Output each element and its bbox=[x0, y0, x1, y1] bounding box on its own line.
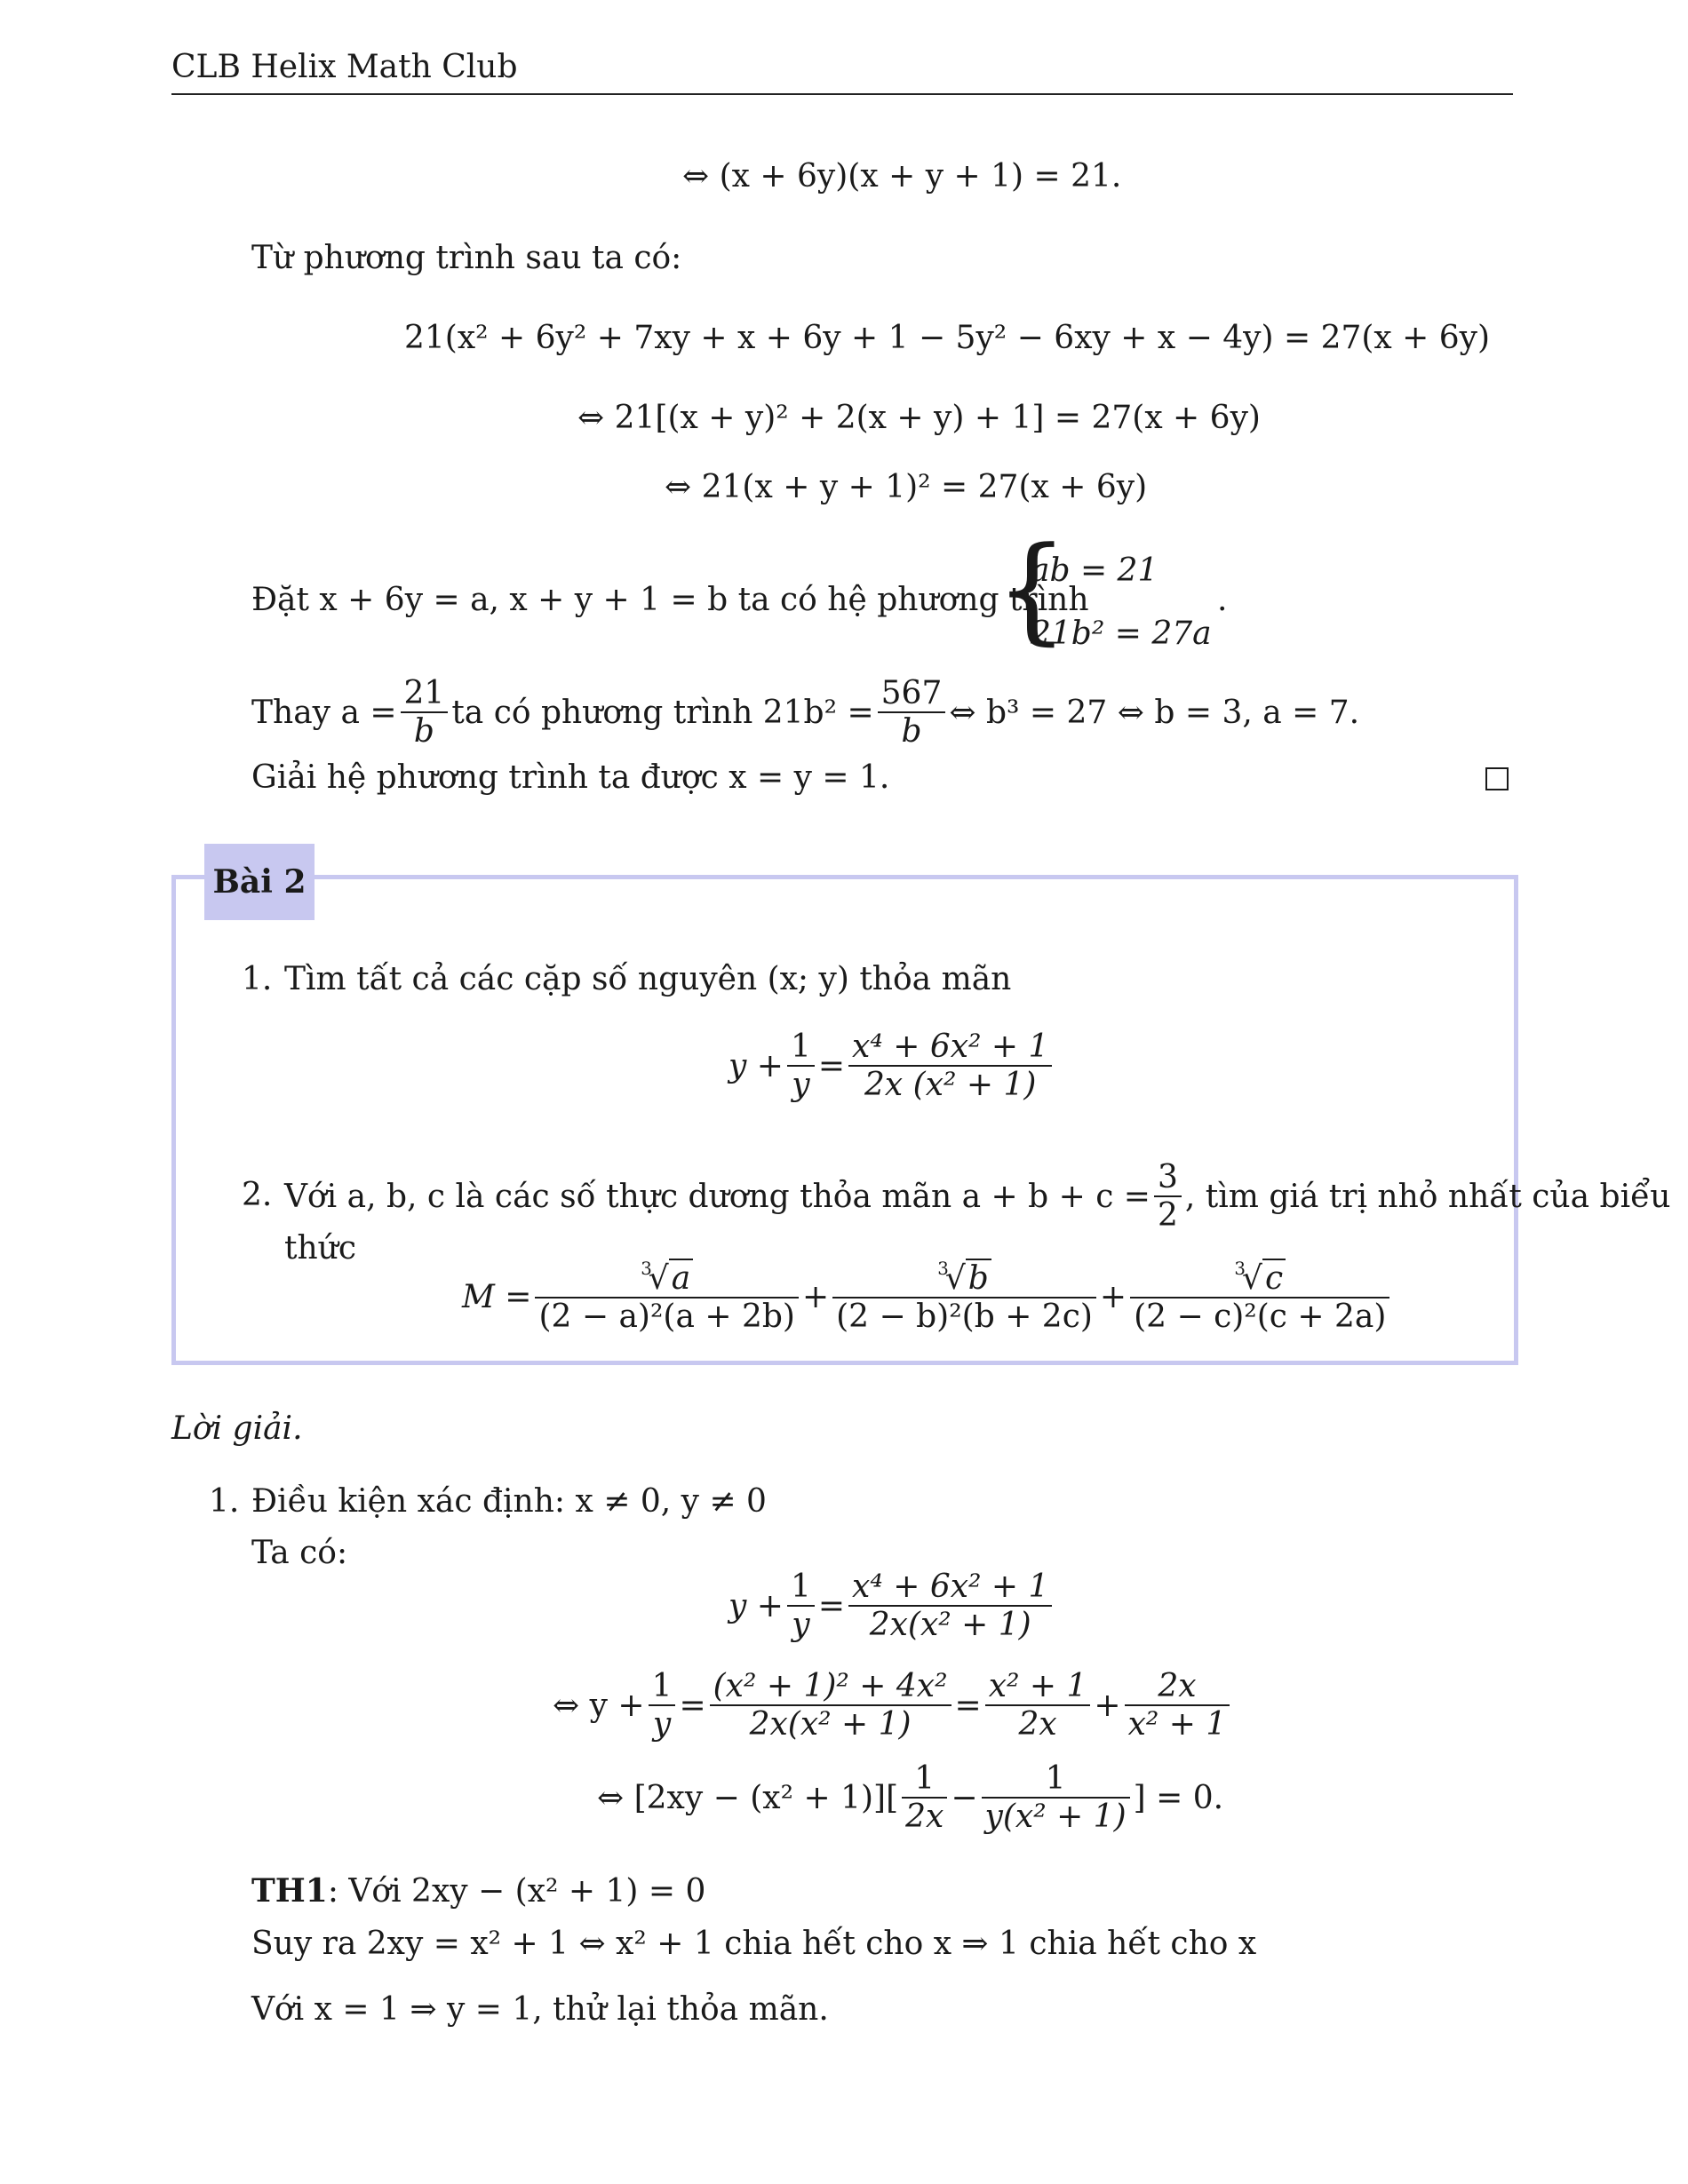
solution-eq-2 bbox=[553, 1668, 1233, 1743]
solution-eq-3 bbox=[597, 1760, 1223, 1836]
p2-text-a: Với a, b, c là các số thực dương thỏa mãn a + b + c = bbox=[284, 1178, 1151, 1215]
qed-square-icon bbox=[1485, 767, 1509, 790]
s3-f1 bbox=[902, 1760, 947, 1836]
th1-line bbox=[251, 1872, 705, 1910]
s2-plus: + bbox=[1094, 1687, 1121, 1724]
suy-ra-line: Suy ra 2xy = x² + 1 ⇔ x² + 1 chia hết cho x ⇒ 1 chia hết cho x bbox=[251, 1926, 1257, 1962]
problem-item1-text: Tìm tất cả các cặp số nguyên (x; y) thỏa mãn bbox=[284, 961, 1012, 997]
text-substitute: Đặt x + 6y = a, x + y + 1 = b ta có hệ phương trình bbox=[251, 582, 1089, 618]
problem-item2-line bbox=[284, 1159, 1670, 1235]
m-term2-num bbox=[832, 1259, 1096, 1298]
thay-mid: ta có phương trình 21b² = bbox=[451, 694, 874, 731]
m-term-2 bbox=[832, 1259, 1096, 1336]
thay-frac2-num: 567 bbox=[878, 675, 946, 713]
equation-3: ⇔ 21(x + y + 1)² = 27(x + 6y) bbox=[665, 469, 1148, 505]
p1-lhs-den: y bbox=[792, 1067, 810, 1104]
system-line-1: ab = 21 bbox=[1031, 552, 1159, 589]
s3-minus: − bbox=[951, 1779, 978, 1816]
p1-lhs: y + bbox=[729, 1047, 784, 1084]
s2-f3-den: 2x bbox=[1018, 1706, 1057, 1743]
s2-eq-1: = bbox=[679, 1687, 706, 1724]
p1-rhs-fraction bbox=[848, 1028, 1052, 1104]
m-plus-1: + bbox=[801, 1279, 830, 1316]
s1-num: 1 bbox=[787, 1569, 815, 1607]
text-conclusion: Giải hệ phương trình ta được x = y = 1. bbox=[251, 759, 890, 796]
solution-ta-co: Ta có: bbox=[251, 1535, 348, 1571]
page-header: CLB Helix Math Club bbox=[171, 49, 518, 85]
s2-f1 bbox=[649, 1668, 676, 1743]
s3-end: ] = 0. bbox=[1133, 1779, 1224, 1816]
m-term1-den: (2 − a)²(a + 2b) bbox=[538, 1298, 795, 1336]
s3-f1-num: 1 bbox=[902, 1760, 947, 1799]
voi-x-line: Với x = 1 ⇒ y = 1, thử lại thỏa mãn. bbox=[251, 1991, 829, 2028]
solution-item1-label: 1. bbox=[209, 1483, 240, 1520]
s2-f3 bbox=[985, 1668, 1091, 1743]
s3-f1-den: 2x bbox=[905, 1799, 944, 1836]
m-term1-num bbox=[535, 1259, 799, 1298]
s2-f3-num: x² + 1 bbox=[985, 1668, 1091, 1706]
problem-tag: Bài 2 bbox=[204, 844, 315, 920]
problem-item1-label: 1. bbox=[242, 961, 273, 997]
thay-fraction-1 bbox=[401, 675, 449, 751]
system-brace: { bbox=[995, 521, 1069, 656]
thay-prefix: Thay a = bbox=[251, 694, 397, 731]
m-plus-2: + bbox=[1099, 1279, 1127, 1316]
m-expression bbox=[462, 1259, 1393, 1336]
m-term-1 bbox=[535, 1259, 799, 1336]
p2-fraction bbox=[1154, 1159, 1182, 1235]
p1-rhs-den: 2x (x² + 1) bbox=[864, 1067, 1037, 1104]
thay-frac1-den: b bbox=[413, 713, 434, 751]
system-line-2: 21b² = 27a bbox=[1031, 615, 1212, 652]
thay-frac2-den: b bbox=[901, 713, 922, 751]
s3-f2-den: y(x² + 1) bbox=[984, 1799, 1127, 1836]
s2-f1-num: 1 bbox=[649, 1668, 676, 1706]
m-term2-den: (2 − b)²(b + 2c) bbox=[836, 1298, 1093, 1336]
thay-frac1-num: 21 bbox=[401, 675, 449, 713]
s3-f2 bbox=[982, 1760, 1130, 1836]
problem-item2-label: 2. bbox=[242, 1177, 273, 1213]
cube-root-icon: $^3$√a bbox=[641, 1259, 693, 1297]
s1-rhs-num: x⁴ + 6x² + 1 bbox=[848, 1569, 1052, 1607]
problem-item2-text-c: thức bbox=[284, 1230, 356, 1267]
s1-den: y bbox=[792, 1607, 810, 1644]
th1-text: : Với 2xy − (x² + 1) = 0 bbox=[327, 1873, 706, 1910]
problem-item1-equation bbox=[729, 1028, 1055, 1104]
th1-label: TH1 bbox=[251, 1872, 328, 1910]
s1-equals: = bbox=[817, 1587, 846, 1624]
m-lhs: M = bbox=[462, 1279, 532, 1316]
solution-eq-1 bbox=[729, 1569, 1055, 1644]
thay-line bbox=[251, 675, 1359, 751]
cube-root-icon: $^3$√c bbox=[1234, 1259, 1286, 1297]
s2-f4-num: 2x bbox=[1125, 1668, 1230, 1706]
m-term3-num bbox=[1130, 1259, 1389, 1298]
s2-f2 bbox=[710, 1668, 951, 1743]
equation-1: 21(x² + 6y² + 7xy + x + 6y + 1 − 5y² − 6xy + x − 4y) = 27(x + 6y) bbox=[404, 320, 1491, 356]
header-rule bbox=[171, 93, 1513, 95]
thay-fraction-2 bbox=[878, 675, 946, 751]
text-intro: Từ phương trình sau ta có: bbox=[251, 240, 682, 276]
equation-2: ⇔ 21[(x + y)² + 2(x + y) + 1] = 27(x + 6y) bbox=[577, 400, 1261, 436]
p2-frac-den: 2 bbox=[1157, 1197, 1178, 1235]
solution-title: Lời giải. bbox=[171, 1410, 303, 1447]
s2-lhs: ⇔ y + bbox=[553, 1687, 645, 1724]
m-term3-den: (2 − c)²(c + 2a) bbox=[1134, 1298, 1387, 1336]
s1-lhs: y + bbox=[729, 1587, 784, 1624]
s2-f2-num: (x² + 1)² + 4x² bbox=[710, 1668, 951, 1706]
p2-text-b: , tìm giá trị nhỏ nhất của biểu bbox=[1184, 1178, 1671, 1215]
p1-equals: = bbox=[817, 1047, 846, 1084]
equation-line-a: ⇔ (x + 6y)(x + y + 1) = 21. bbox=[682, 158, 1122, 195]
thay-end: ⇔ b³ = 27 ⇔ b = 3, a = 7. bbox=[949, 694, 1360, 731]
p2-frac-num: 3 bbox=[1154, 1159, 1182, 1197]
p1-lhs-fraction bbox=[787, 1028, 815, 1104]
s2-eq-2: = bbox=[954, 1687, 982, 1724]
system-period: . bbox=[1217, 582, 1228, 618]
s1-rhs-den: 2x(x² + 1) bbox=[869, 1607, 1031, 1644]
p1-lhs-num: 1 bbox=[787, 1028, 815, 1067]
s3-f2-num: 1 bbox=[982, 1760, 1130, 1799]
s1-lhs-fraction bbox=[787, 1569, 815, 1644]
s2-f1-den: y bbox=[652, 1706, 672, 1743]
solution-condition: Điều kiện xác định: x ≠ 0, y ≠ 0 bbox=[251, 1483, 767, 1520]
s2-f4-den: x² + 1 bbox=[1127, 1706, 1227, 1743]
cube-root-icon: $^3$√b bbox=[937, 1259, 991, 1297]
p1-rhs-num: x⁴ + 6x² + 1 bbox=[848, 1028, 1052, 1067]
s1-rhs-fraction bbox=[848, 1569, 1052, 1644]
s2-f4 bbox=[1125, 1668, 1230, 1743]
s3-lhs: ⇔ [2xy − (x² + 1)][ bbox=[597, 1779, 899, 1816]
s2-f2-den: 2x(x² + 1) bbox=[749, 1706, 912, 1743]
m-term-3 bbox=[1130, 1259, 1389, 1336]
